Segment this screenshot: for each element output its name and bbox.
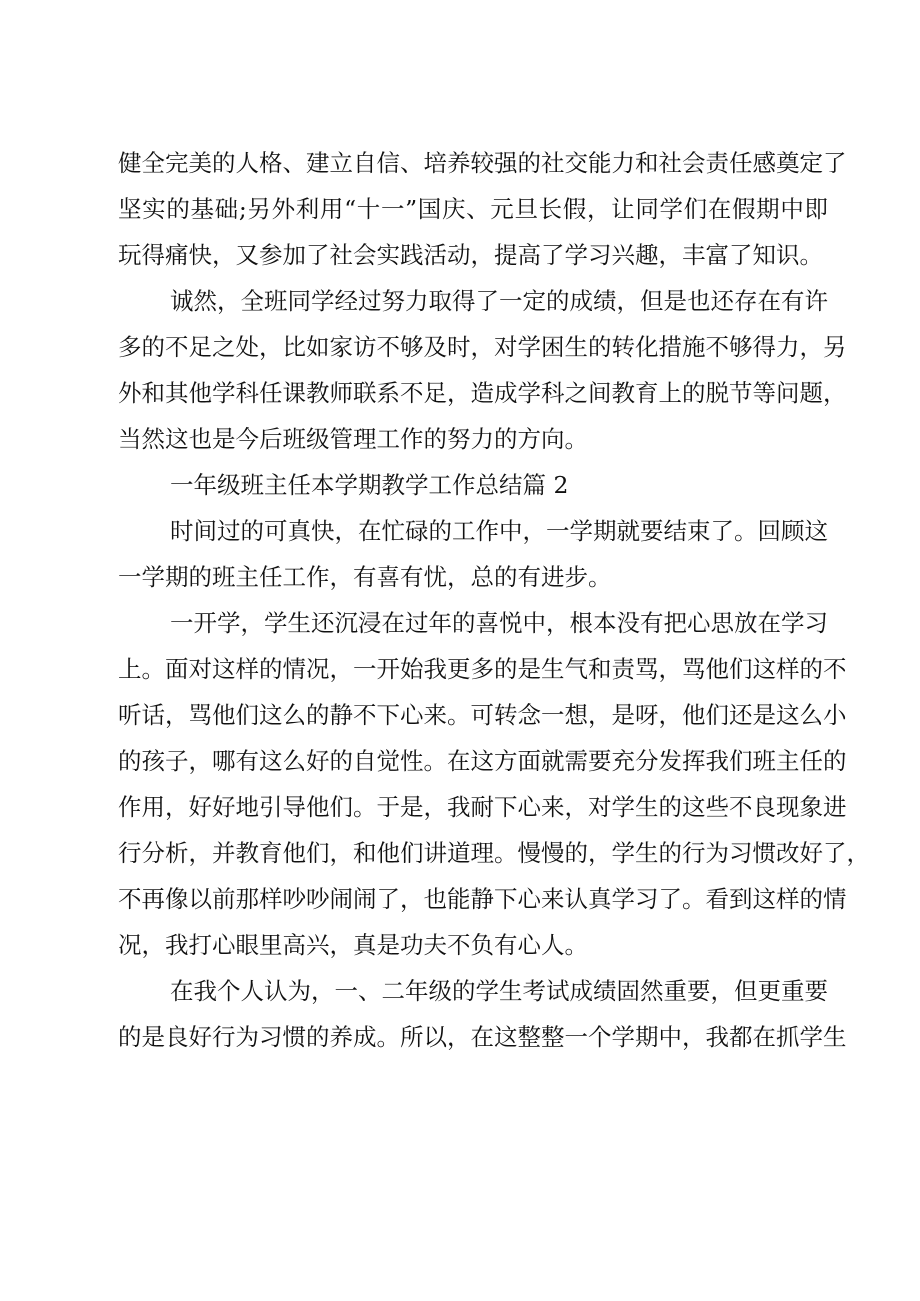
text-line: 一学期的班主任工作，有喜有忧，总的有进步。	[118, 563, 612, 591]
text-line: 外和其他学科任课教师联系不足，造成学科之间教育上的脱节等问题，	[118, 379, 847, 407]
text-line: 一开学，学生还沉浸在过年的喜悦中，根本没有把心思放在学习	[170, 609, 828, 637]
paragraph	[118, 508, 828, 600]
text-line: 行分析，并教育他们，和他们讲道理。慢慢的，学生的行为习惯改好了，	[118, 839, 870, 867]
paragraph	[118, 600, 870, 968]
section-heading	[118, 462, 828, 508]
text-line: 上。面对这样的情况，一开始我更多的是生气和责骂，骂他们这样的不	[118, 655, 847, 683]
text-line: 诚然，全班同学经过努力取得了一定的成绩，但是也还存在有许	[170, 287, 828, 315]
text-line: 的孩子，哪有这么好的自觉性。在这方面就需要充分发挥我们班主任的	[118, 747, 847, 775]
text-line: 时间过的可真快，在忙碌的工作中，一学期就要结束了。回顾这	[170, 517, 828, 545]
text-line: 作用，好好地引导他们。于是，我耐下心来，对学生的这些不良现象进	[118, 793, 847, 821]
text-line: 听话，骂他们这么的静不下心来。可转念一想，是呀，他们还是这么小	[118, 701, 847, 729]
text-line: 坚实的基础;另外利用“十一”国庆、元旦长假，让同学们在假期中即	[118, 195, 828, 223]
paragraph	[118, 140, 847, 278]
text-line: 多的不足之处，比如家访不够及时，对学困生的转化措施不够得力，另	[118, 333, 847, 361]
text-line: 健全完美的人格、建立自信、培养较强的社交能力和社会责任感奠定了	[118, 149, 847, 177]
heading-text: 一年级班主任本学期教学工作总结篇 2	[170, 471, 569, 499]
text-line: 玩得痛快，又参加了社会实践活动，提高了学习兴趣，丰富了知识。	[118, 241, 823, 269]
paragraph	[118, 968, 847, 1060]
text-line: 当然这也是今后班级管理工作的努力的方向。	[118, 425, 588, 453]
document-body	[118, 140, 870, 1060]
paragraph	[118, 278, 847, 462]
text-line: 况，我打心眼里高兴，真是功夫不负有心人。	[118, 931, 588, 959]
text-line: 不再像以前那样吵吵闹闹了，也能静下心来认真学习了。看到这样的情	[118, 885, 847, 913]
text-line: 在我个人认为，一、二年级的学生考试成绩固然重要，但更重要	[170, 977, 828, 1005]
text-line: 的是良好行为习惯的养成。所以，在这整整一个学期中，我都在抓学生	[118, 1023, 847, 1051]
